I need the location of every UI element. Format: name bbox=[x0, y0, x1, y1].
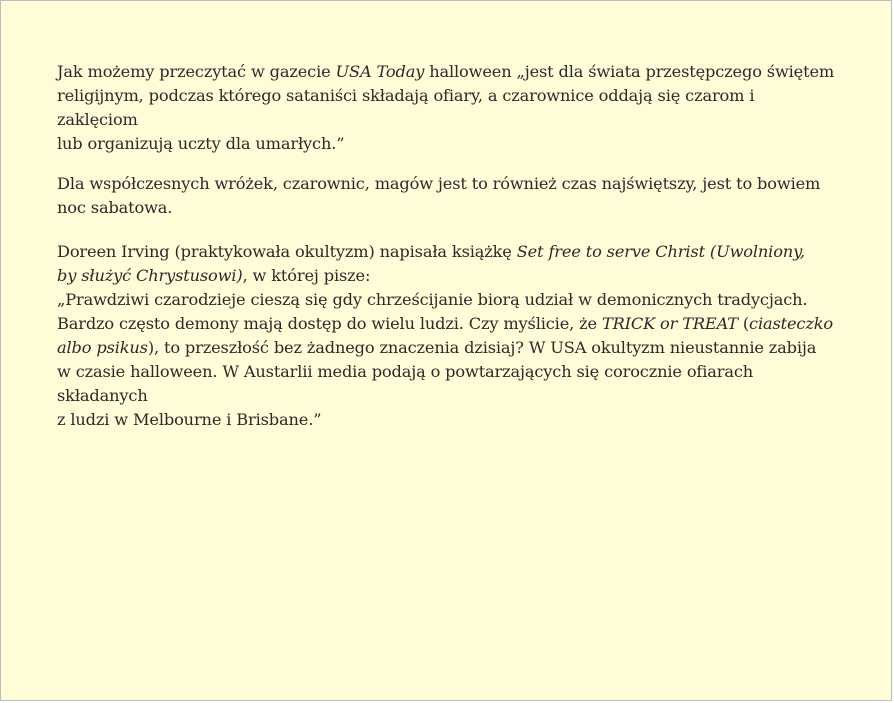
paragraph-1-text-start: Jak możemy przeczytać w gazecie bbox=[57, 62, 336, 81]
paragraph-sabbath: Dla współczesnych wróżek, czarownic, magów jest to również czas najświętszy, jest to bowiem noc sabatowa. bbox=[57, 174, 821, 217]
paragraph-doreen-irving bbox=[57, 240, 837, 432]
paragraph-1-text-end: halloween „jest dla świata przestępczego świętem religijnym, podczas którego sataniści składają ofiary, a czarownice oddają się czarom i zaklęciom lub organizują uczty dla umarłych.” bbox=[57, 62, 835, 153]
newspaper-title: USA Today bbox=[335, 62, 425, 81]
paragraph-3-intro: Doreen Irving (praktykowała okultyzm) napisała książkę bbox=[57, 242, 517, 261]
paragraph-3-quote-end: ), to przeszłość bez żadnego znaczenia dzisiaj? W USA okultyzm nieustannie zabija w czasie halloween. W Austarlii media podają o powtarzających się corocznie ofiarach składanych z ludzi w Melbourne i Brisbane.” bbox=[57, 338, 817, 429]
paragraph-3-quote-start: , w której pisze: „Prawdziwi czarodzieje cieszą się gdy chrześcijanie biorą udział w demonicznych tradycjach. Bardzo często demony mają dostęp do wielu ludzi. Czy myślicie, że bbox=[57, 266, 808, 333]
trick-or-treat-translation: ciasteczko albo psikus bbox=[57, 314, 833, 357]
paragraph-usa-today bbox=[57, 60, 837, 156]
paragraph-3-paren-open: ( bbox=[737, 314, 750, 333]
trick-or-treat-phrase: TRICK or TREAT bbox=[601, 314, 738, 333]
document-body bbox=[57, 60, 837, 432]
book-title: Set free to serve Christ (Uwolniony, by służyć Chrystusowi) bbox=[57, 242, 805, 285]
